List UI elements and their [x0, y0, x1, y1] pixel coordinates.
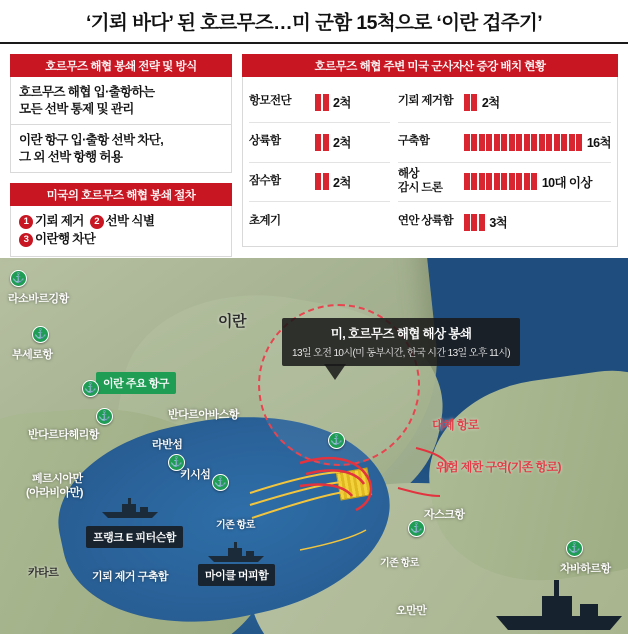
label-chabahar-port: 차바하르항	[560, 563, 611, 575]
step-2-badge: 2	[90, 215, 104, 229]
asset-tick	[501, 134, 507, 151]
anchor-icon-port-6: ⚓	[328, 432, 345, 449]
strategy-panel	[10, 54, 232, 252]
headline-bar	[0, 0, 628, 44]
label-bandar-abbas-port: 반다르아바스항	[168, 409, 239, 421]
asset-tick	[471, 214, 477, 231]
strategy-list	[10, 77, 232, 173]
asset-label: 연안 상륙함	[397, 215, 453, 228]
asset-count: 10대 이상	[541, 175, 592, 190]
label-persian-gulf: 페르시아만	[32, 473, 83, 485]
asset-bar	[464, 173, 611, 191]
procedure-list	[10, 206, 232, 257]
asset-tick	[539, 134, 545, 151]
asset-label: 구축함	[397, 135, 430, 148]
warship-icon-2	[206, 540, 268, 564]
asset-tick	[464, 214, 470, 231]
procedure-line-2	[19, 230, 223, 248]
asset-tick	[471, 173, 477, 190]
asset-tick	[531, 173, 537, 190]
asset-tick	[471, 134, 477, 151]
label-bandar-taheri-port: 반다르타헤리항	[28, 429, 99, 441]
ship-label-frank-e-petersen: 프랭크 E 피터슨함	[86, 526, 183, 548]
asset-row	[249, 123, 390, 163]
callout-title: 미, 호르무즈 해협 해상 봉쇄	[330, 327, 472, 341]
asset-tick	[464, 94, 470, 111]
asset-bar	[315, 133, 390, 151]
asset-label: 항모전단	[249, 95, 292, 108]
procedure-panel-title: 미국의 호르무즈 해협 봉쇄 절차	[10, 183, 232, 206]
asset-tick	[576, 134, 582, 151]
label-jask-port: 자스크항	[424, 509, 465, 521]
asset-tick	[315, 94, 321, 111]
callout-pointer	[324, 364, 346, 380]
asset-tick	[494, 134, 500, 151]
strategy-item-1-line2: 모든 선박 통제 및 관리	[19, 101, 134, 116]
route-yellow-3	[252, 492, 344, 518]
anchor-icon-legend: ⚓	[82, 380, 99, 397]
procedure-step-3: 이란행 차단	[35, 232, 96, 247]
procedure-step-2: 선박 식별	[105, 214, 155, 228]
strategy-item-2-line2: 그 외 선박 항행 허용	[19, 149, 123, 164]
asset-tick	[516, 134, 522, 151]
asset-tick	[323, 94, 329, 111]
asset-label: 상륙함	[249, 135, 281, 148]
strategy-item-2-line1: 이란 항구 입·출항 선박 차단,	[19, 133, 164, 147]
asset-tick	[509, 173, 515, 190]
label-oman-gulf: 오만만	[396, 605, 427, 617]
blockade-callout	[282, 318, 520, 366]
asset-tick	[516, 173, 522, 190]
warship-icon-1	[100, 496, 162, 520]
asset-row	[398, 163, 611, 203]
assets-panel	[242, 54, 618, 252]
asset-tick	[479, 214, 485, 231]
route-label-existing-1: 기존 항로	[216, 520, 255, 531]
label-laban-island: 라반섬	[152, 439, 183, 451]
asset-label: 초계기	[249, 215, 281, 228]
asset-row	[398, 123, 611, 163]
asset-bar	[464, 213, 611, 231]
asset-tick	[464, 134, 470, 151]
asset-row	[249, 163, 390, 203]
step-1-badge: 1	[19, 215, 33, 229]
strategy-panel-title: 호르무즈 해협 봉쇄 전략 및 방식	[10, 54, 232, 77]
asset-count: 2척	[481, 96, 500, 111]
asset-tick	[546, 134, 552, 151]
warship-icon-3	[492, 576, 628, 634]
anchor-icon-port-1: ⚓	[10, 270, 27, 287]
asset-row	[249, 202, 390, 242]
label-qatar: 카타르	[28, 567, 59, 579]
page-title: ‘기뢰 바다’ 된 호르무즈…미 군함 15척으로 ‘이란 겁주기’	[85, 12, 543, 34]
procedure-line-1	[19, 212, 223, 230]
anchor-icon-port-5: ⚓	[212, 474, 229, 491]
asset-tick	[569, 134, 575, 151]
asset-tick	[509, 134, 515, 151]
asset-count: 2척	[333, 136, 351, 151]
asset-tick	[494, 173, 500, 190]
anchor-icon-port-2: ⚓	[32, 326, 49, 343]
strategy-item-2	[11, 125, 231, 172]
asset-count: 16척	[586, 136, 611, 151]
legend-iran-main-ports: 이란 주요 항구	[96, 372, 176, 394]
asset-tick	[486, 134, 492, 151]
asset-count: 3척	[489, 216, 508, 231]
asset-tick	[524, 173, 530, 190]
asset-label: 해상 감시 드론	[397, 168, 443, 194]
route-yellow-1	[250, 472, 340, 493]
asset-tick	[531, 134, 537, 151]
asset-tick	[561, 134, 567, 151]
assets-table	[242, 77, 618, 247]
leader-line-danger	[398, 488, 440, 496]
asset-label: 잠수함	[249, 174, 281, 187]
asset-count: 2척	[333, 175, 351, 190]
label-rasobargin-port: 라소바르깅항	[8, 293, 69, 305]
asset-tick	[471, 94, 477, 111]
asset-tick	[486, 173, 492, 190]
ship-caption-minesweeper: 기뢰 제거 구축함	[92, 571, 168, 583]
asset-tick	[479, 173, 485, 190]
asset-tick	[524, 134, 530, 151]
step-3-badge: 3	[19, 233, 33, 247]
anchor-icon-port-7: ⚓	[408, 520, 425, 537]
asset-tick	[479, 134, 485, 151]
asset-tick	[323, 173, 329, 190]
asset-bar	[464, 93, 611, 111]
anchor-icon-port-4: ⚓	[168, 454, 185, 471]
route-label-alternative: 대체 항로	[432, 418, 479, 432]
asset-tick	[315, 173, 321, 190]
asset-bar	[315, 173, 390, 191]
route-red-danger-2	[300, 484, 352, 496]
callout-subtitle: 13일 오전 10시(미 동부시간, 한국 시간 13일 오후 11시)	[292, 348, 511, 359]
strategy-item-1-line1: 호르무즈 해협 입·출항하는	[19, 85, 155, 99]
route-label-danger-zone: 위험 제한 구역(기존 항로)	[436, 460, 561, 474]
asset-row	[249, 83, 390, 123]
asset-tick	[554, 134, 560, 151]
info-panels	[0, 46, 628, 258]
anchor-icon-port-3: ⚓	[96, 408, 113, 425]
asset-row	[398, 83, 611, 123]
assets-panel-title: 호르무즈 해협 주변 미국 군사자산 증강 배치 현황	[242, 54, 618, 77]
asset-tick	[464, 173, 470, 190]
route-label-existing-2: 기존 항로	[380, 558, 419, 569]
map-area	[0, 258, 628, 634]
ship-label-michael-murphy: 마이클 머피함	[198, 564, 275, 586]
asset-bar	[464, 133, 611, 151]
route-existing-line	[300, 530, 366, 550]
asset-tick	[323, 134, 329, 151]
asset-count: 2척	[333, 96, 351, 111]
asset-bar	[315, 93, 390, 111]
asset-row	[398, 202, 611, 242]
label-kish-island: 키시섬	[180, 469, 211, 481]
procedure-step-1: 기뢰 제거	[35, 214, 84, 228]
asset-tick	[315, 134, 321, 151]
asset-tick	[501, 173, 507, 190]
label-buseiro-port: 부세로항	[12, 349, 53, 361]
anchor-icon-port-8: ⚓	[566, 540, 583, 557]
assets-grid	[249, 83, 611, 242]
label-iran: 이란	[218, 313, 246, 330]
label-arabian-gulf: (아라비아만)	[26, 487, 83, 499]
strategy-item-1	[11, 77, 231, 125]
asset-label: 기뢰 제거함	[397, 95, 453, 108]
